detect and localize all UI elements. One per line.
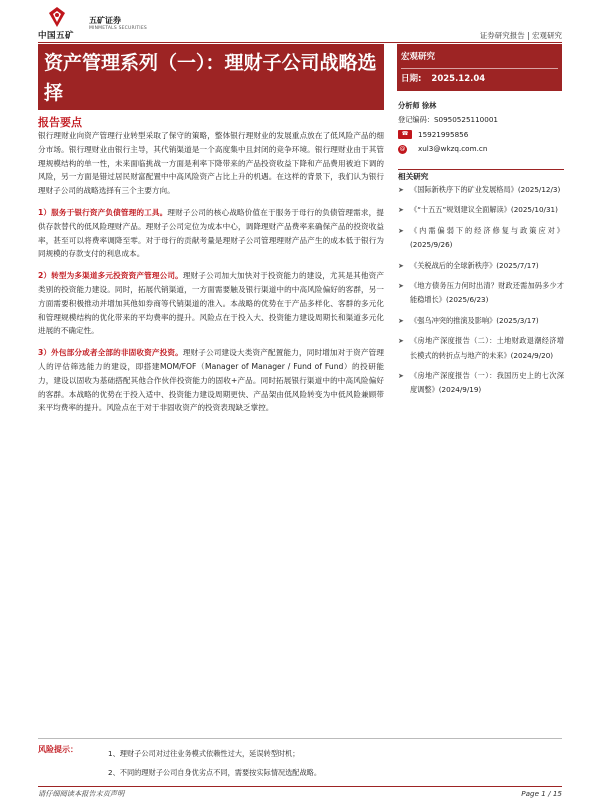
point-3-text: 理财子公司建设大类资产配置能力，同时增加对于资产管理人的评估筛选能力的建设，即搭建MOM/FOF（Manager of Manager / Fund of Fund）的投研能力，建设以固收为基础搭配其他合作伙伴投资能力的固收+产品。同时拓展银行渠道中的中高风险偏好的客群。本战略的优势在于投入适中、投资能力建设周期更快、产品架由低风险转变为中低风险兼顾带来平均费率的提升。风险点在于对于非固收资产的投资表现缺乏掌控。	[38, 348, 384, 413]
related-divider	[398, 169, 564, 170]
risk-divider	[38, 738, 562, 739]
related-item[interactable]: ➤ 《内需偏弱下的经济修复与政策应对》(2025/9/26)	[398, 224, 564, 253]
analyst-phone: 15921995856	[418, 129, 469, 139]
report-title: 资产管理系列（一）：理财子公司战略选择	[38, 44, 384, 110]
point-3	[38, 346, 384, 415]
header-divider	[38, 42, 562, 43]
date-row	[401, 71, 558, 88]
page-number: Page 1 / 15	[521, 789, 562, 798]
category-box	[397, 44, 562, 91]
point-1	[38, 206, 384, 261]
report-type: 证券研究报告 | 宏观研究	[479, 31, 562, 40]
risk-item: 1、理财子公司对过往业务模式依赖性过大，延误转型时机；	[108, 749, 300, 758]
point-1-heading: 1）服务于银行资产负债管理的工具。	[38, 207, 168, 217]
related-item[interactable]: ➤ 《地方债务压力何时出清？财政还需加码多少才能稳增长》(2025/6/23)	[398, 279, 564, 308]
point-3-heading: 3）外包部分或者全部的非固收资产投资。	[38, 348, 183, 358]
footer-divider	[38, 786, 562, 787]
point-1-text: 理财子公司的核心战略价值在于服务于母行的负债管理需求，提供存款替代的低风险理财产品。理财子公司定位为成本中心，调降理财产品费率来确保产品的投资收益率，甚至可以将费率调降至零。对于母行的贡献考量是理财子公司管理理财产品产生的成本低于银行为同规模的存款支付的利息成本。	[38, 207, 384, 259]
related-item[interactable]: ➤ 《关税战后的全球新秩序》(2025/7/17)	[398, 259, 564, 273]
summary-intro: 银行理财业向资产管理行业转型采取了保守的策略，整体银行理财业的发展重点放在了低风险产品的细分市场。银行理财业由银行主导，其代销渠道是一个高度集中且封闭的竞争环境。银行理财业由于其管理规模结构的单一性，未来面临挑战一方面是利率下降带来的产品投资收益下降和产品费用被迫下调的风险，另一方面是错过居民财富配置中中高风险资产占比上升的机遇。在这样的背景下，我们认为银行理财子公司的战略选择有三个主要方向。	[38, 131, 384, 196]
related-item[interactable]: ➤ 《房地产深度报告（二）：土地财政退潮经济增长模式的转折点与地产的未来》(2024/9/20)	[398, 334, 564, 363]
minmetals-logo-icon	[45, 6, 69, 28]
analyst-email[interactable]: xul3@wkzq.com.cn	[418, 143, 488, 153]
related-heading: 相关研究	[398, 172, 429, 181]
logo-cn-name: 中国五矿	[38, 31, 75, 41]
risk-list	[108, 744, 321, 782]
related-item[interactable]: ➤ 《国际新秩序下的矿业发展格局》(2025/12/3)	[398, 183, 564, 197]
phone-icon: ☎	[398, 130, 412, 139]
point-2-heading: 2）转型为多渠道多元投资资产管理公司。	[38, 271, 183, 281]
summary-body	[38, 129, 384, 415]
related-list	[398, 183, 564, 404]
related-item[interactable]: ➤ 《房地产深度报告（一）：我国历史上的七次深度调整》(2024/9/19)	[398, 369, 564, 398]
related-item[interactable]: ➤ 《强乌冲突的推演及影响》(2025/3/17)	[398, 314, 564, 328]
analyst-info	[398, 99, 564, 156]
reg-code: S0950525110001	[433, 115, 498, 125]
category-divider	[401, 68, 558, 69]
category-label: 宏观研究	[401, 52, 436, 62]
summary-heading: 报告要点	[38, 116, 82, 129]
related-item[interactable]: ➤ 《“十五五”规划建议全面解读》(2025/10/31)	[398, 203, 564, 217]
footer-disclaimer: 请仔细阅读本报告末页声明	[38, 789, 125, 798]
risk-item: 2、不同的理财子公司自身优劣点不同，需要按实际情况选配战略。	[108, 768, 322, 777]
analyst-label: 分析师	[398, 101, 420, 110]
analyst-name: 徐林	[421, 101, 437, 110]
logo-en-name: MINMETALS SECURITIES	[89, 26, 147, 31]
date-label: 日期:	[401, 74, 422, 84]
email-icon: @	[399, 145, 406, 152]
risk-label: 风险提示：	[38, 745, 78, 754]
company-logo	[38, 6, 178, 40]
report-date: 2025.12.04	[431, 74, 486, 84]
point-2	[38, 269, 384, 338]
point-2-text: 理财子公司加大加快对于投资能力的建设，尤其是其他资产类别的投资能力建设。同时，拓展代销渠道，一方面需要触及银行渠道中的中高风险偏好的客群，另一方面需要积极推动并增加其他如券商等代销渠道的准入。本战略的优势在于产品多样化、客群的多元化和管理规模结构的优化带来的平均费率的提升。风险点在于投入大、投资能力建设周期长和渠道多元化进展的不确定性。	[38, 271, 384, 336]
reg-label: 登记编码：	[398, 115, 434, 125]
logo-brand-name: 五矿证券	[89, 16, 121, 25]
